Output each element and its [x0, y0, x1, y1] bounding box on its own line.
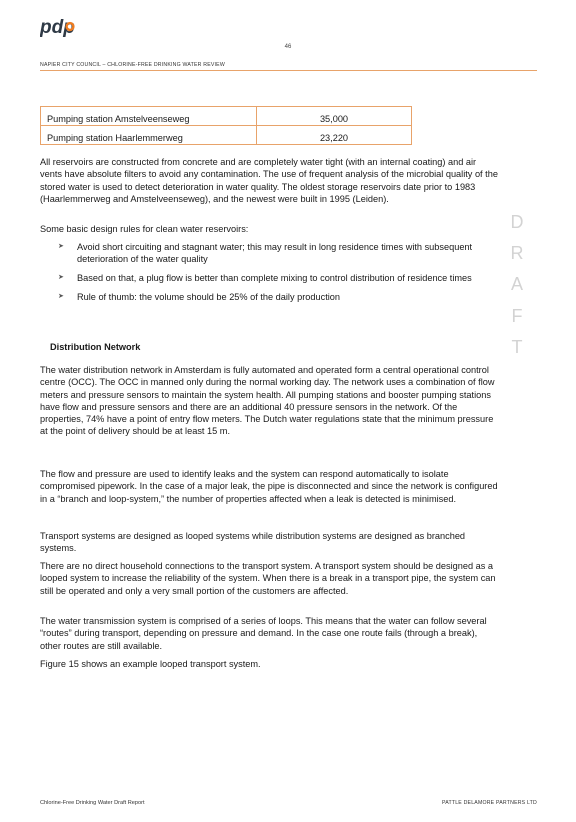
paragraph-leak-detection — [40, 468, 498, 505]
table-cell-value: 23,220 — [257, 126, 412, 145]
logo-letter-p1: pdp — [40, 17, 75, 38]
list-item-text: Based on that, a plug flow is better than complete mixing to control distribution of residence times — [77, 273, 472, 284]
table-cell-station: Pumping station Haarlemmerweg — [41, 126, 257, 145]
paragraph-text: Some basic design rules for clean water reservoirs: — [40, 224, 249, 234]
header-divider — [40, 70, 537, 71]
table-cell-value: 35,000 — [257, 107, 412, 126]
table-row — [41, 107, 412, 126]
paragraph-text: The water transmission system is comprised of a series of loops. This means that the water can follow several “routes” during transport, depending on pressure and demand. In the case one route fails (through a break), other routes are still available. — [40, 616, 487, 651]
table-row — [41, 126, 412, 145]
footer-company: PATTLE DELAMORE PARTNERS LTD — [441, 800, 537, 806]
paragraph-transport-systems — [40, 530, 498, 555]
list-item-text: Rule of thumb: the volume should be 25% of the daily production — [77, 291, 341, 302]
bullet-arrow-icon: ➤ — [58, 274, 64, 282]
list-item-text: Avoid short circuiting and stagnant water; this may result in long residence times with subsequent deterioration of the water quality — [77, 242, 473, 265]
paragraph-text: Figure 15 shows an example looped transport system. — [40, 659, 261, 669]
paragraph-text: All reservoirs are constructed from concrete and are completely water tight (with an internal coating) and air vents have absolute filters to avoid any contamination. The use of frequent analysis of the microbial quality of the stored water is used to detect deterioration in water quality. The oldest storage reservoirs date prior to 1983 (Haarlemmerweg and Amstelveenseweg), and the newest were built in 1995 (Leiden). — [40, 157, 498, 204]
paragraph-design-rules-intro — [40, 223, 498, 235]
pdp-logo — [40, 16, 84, 38]
draft-watermark-letter: A — [510, 274, 523, 294]
paragraph-reservoirs — [40, 156, 498, 205]
list-item — [58, 272, 488, 284]
running-title: NAPIER CITY COUNCIL – CHLORINE-FREE DRINKING WATER REVIEW — [40, 62, 225, 68]
paragraph-household-connections — [40, 560, 498, 597]
paragraph-text: The water distribution network in Amsterdam is fully automated and operated form a central operational control centre (OCC). The OCC in manned only during the normal working day. The network uses a combination of flow meters and pressure sensors to maintain the system health. All pumping stations and booster pumping stations have flow and pressure sensors and there are an additional 40 pressure sensors in the network. Of the properties, 74% have a point of entry flow meters. The Dutch water regulations state that the minimum pressure at the point of delivery should be at least 15 m. — [40, 365, 495, 437]
section-heading: Distribution Network — [50, 342, 141, 352]
footer-report-title: Chlorine-Free Drinking Water Draft Report — [40, 800, 145, 806]
paragraph-figure-reference — [40, 658, 498, 670]
design-rules-list — [58, 241, 488, 310]
list-item — [58, 291, 488, 303]
draft-watermark-letter: D — [510, 212, 524, 232]
bullet-arrow-icon: ➤ — [58, 243, 64, 250]
list-item — [58, 241, 488, 266]
bullet-arrow-icon: ➤ — [58, 292, 64, 300]
draft-watermark-letter: R — [510, 243, 524, 263]
table-cell-station: Pumping station Amstelveenseweg — [41, 107, 257, 126]
pumping-station-table — [40, 106, 412, 145]
paragraph-text: The flow and pressure are used to identify leaks and the system can respond automatically to isolate compromised pipework. In the case of a major leak, the pipe is disconnected and since the network is configured in a “branch and loop-system,” the number of properties affected when a leak is detected is minimised. — [40, 469, 498, 504]
paragraph-text: There are no direct household connections to the transport system. A transport system should be designed as a looped system to increase the reliability of the system. When there is a break in a transport pipe, the system can still be operated and only a very small portion of the customers are affected. — [40, 561, 496, 596]
draft-watermark-letter: F — [511, 306, 523, 326]
page-number: 46 — [284, 44, 292, 50]
paragraph-text: Transport systems are designed as looped systems while distribution systems are designed as branched systems. — [40, 531, 466, 554]
paragraph-transmission-loops — [40, 615, 498, 652]
draft-watermark-letter: T — [511, 337, 523, 357]
paragraph-distribution-network — [40, 364, 498, 438]
